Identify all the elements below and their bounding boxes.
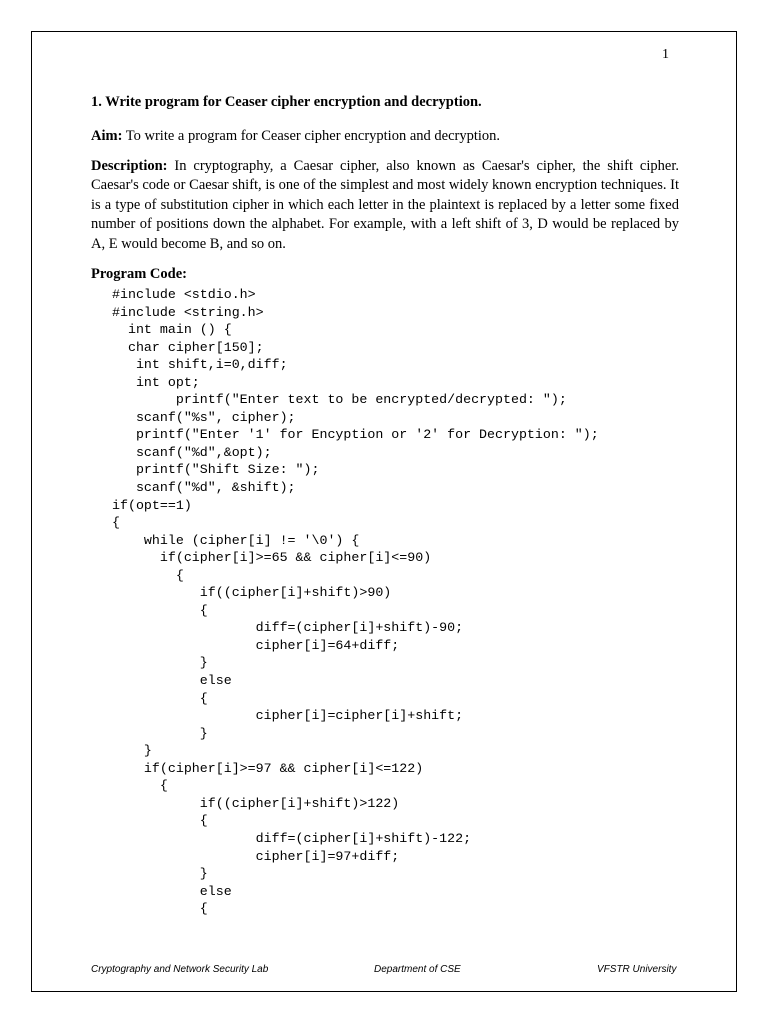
code-line: { — [112, 602, 208, 618]
code-line: if(opt==1) — [112, 497, 192, 513]
code-line: printf("Shift Size: "); — [112, 462, 320, 478]
code-line: int main () { — [112, 322, 232, 338]
code-line: int opt; — [112, 374, 200, 390]
code-line: } — [112, 866, 208, 882]
code-line: cipher[i]=cipher[i]+shift; — [112, 708, 464, 724]
code-line: printf("Enter text to be encrypted/decrypted: "); — [112, 392, 567, 408]
footer-lab-name: Cryptography and Network Security Lab — [91, 964, 269, 975]
code-line: } — [112, 725, 208, 741]
code-line: #include <string.h> — [112, 304, 264, 320]
description-text: In cryptography, a Caesar cipher, also known as Caesar's cipher, the shift cipher. Caesar's code or Caesar shift, is one of the simplest and most widely known encryption techniques. It is a type of substitution cipher in which each letter in the plaintext is replaced by a letter some fixed number of positions down the alphabet. For example, with a left shift of 3, D would be replaced by A, E would become B, and so on. — [91, 157, 679, 252]
code-line: else — [112, 673, 232, 689]
code-line: { — [112, 567, 184, 583]
code-line: char cipher[150]; — [112, 339, 264, 355]
aim-text: To write a program for Ceaser cipher encryption and decryption. — [122, 128, 501, 144]
code-line: while (cipher[i] != '\0') { — [112, 532, 360, 548]
code-line: cipher[i]=97+diff; — [112, 848, 400, 864]
code-block — [112, 286, 599, 918]
code-line: cipher[i]=64+diff; — [112, 637, 400, 653]
code-line: { — [112, 515, 120, 531]
code-line: } — [112, 743, 152, 759]
footer-department: Department of CSE — [374, 964, 461, 975]
code-line: #include <stdio.h> — [112, 287, 256, 302]
code-line: if(cipher[i]>=97 && cipher[i]<=122) — [112, 760, 424, 776]
code-line: if((cipher[i]+shift)>122) — [112, 795, 400, 811]
program-code-heading: Program Code: — [91, 266, 187, 282]
code-line: { — [112, 813, 208, 829]
code-line: else — [112, 883, 232, 899]
code-line: { — [112, 690, 208, 706]
description-paragraph — [91, 157, 679, 255]
aim-label: Aim: — [91, 128, 123, 144]
code-line: scanf("%s", cipher); — [112, 409, 296, 425]
code-line: printf("Enter '1' for Encyption or '2' for Decryption: "); — [112, 427, 599, 443]
section-heading: 1. Write program for Ceaser cipher encryption and decryption. — [91, 94, 482, 110]
code-line: scanf("%d",&opt); — [112, 444, 272, 460]
description-label: Description: — [91, 157, 168, 174]
code-line: { — [112, 901, 208, 917]
code-line: int shift,i=0,diff; — [112, 357, 288, 373]
code-line: diff=(cipher[i]+shift)-90; — [112, 620, 464, 636]
code-line: scanf("%d", &shift); — [112, 480, 296, 496]
footer-university: VFSTR University — [597, 964, 677, 975]
document-body — [91, 92, 679, 290]
aim-paragraph — [91, 127, 679, 147]
code-line: { — [112, 778, 168, 794]
code-line: diff=(cipher[i]+shift)-122; — [112, 830, 472, 846]
page-number: 1 — [662, 47, 669, 62]
code-line: if((cipher[i]+shift)>90) — [112, 585, 392, 601]
code-line: if(cipher[i]>=65 && cipher[i]<=90) — [112, 550, 432, 566]
code-line: } — [112, 655, 208, 671]
